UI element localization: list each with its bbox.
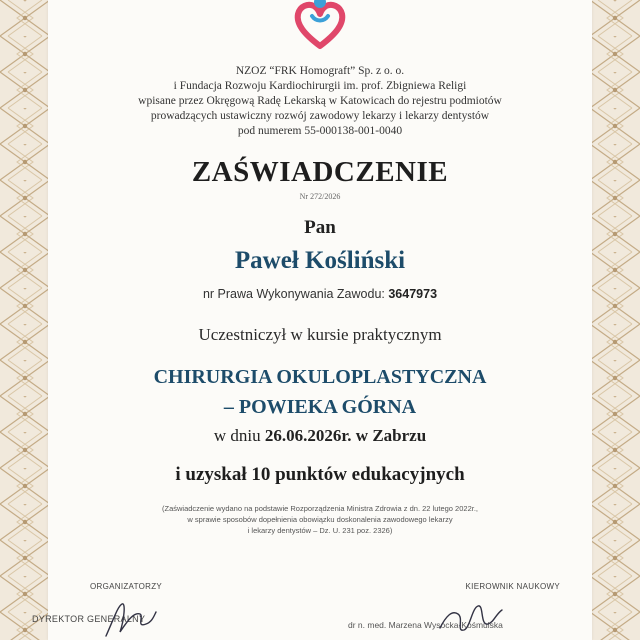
legal-line: w sprawie sposobów dopełnienia obowiązku doskonalenia zawodowego lekarzy [187, 515, 453, 524]
date-prefix: w dniu [213, 426, 261, 445]
issuer-line: wpisane przez Okręgową Radę Lekarską w Katowicach do rejestru podmiotów [138, 95, 502, 107]
education-points: i uzyskał 10 punktów edukacyjnych [175, 464, 465, 485]
director-signature [100, 598, 160, 640]
certificate-paper [48, 0, 592, 640]
course-date [48, 426, 592, 446]
decorative-border-right [590, 0, 640, 640]
issuer-line: pod numerem 55-000138-001-0040 [237, 125, 403, 137]
certificate-number: Nr 272/2026 [299, 192, 341, 201]
course-intro: Uczestniczył w kursie praktycznym [198, 325, 442, 344]
date-value: 26.06.2026r. w Zabrzu [264, 426, 427, 445]
issuer-line: i Fundacja Rozwoju Kardiochirurgii im. prof. Zbigniewa Religi [173, 80, 467, 92]
licence-number [48, 287, 592, 301]
director-label: DYREKTOR GENERALNY [32, 614, 146, 624]
licence-label: nr Prawa Wykonywania Zawodu: [202, 287, 385, 301]
recipient-name: Paweł Kośliński [234, 247, 406, 274]
heart-logo-icon [290, 0, 350, 54]
course-line: – POWIEKA GÓRNA [223, 396, 417, 418]
salutation: Pan [304, 217, 336, 238]
issuer-block [48, 64, 592, 139]
scientific-head-label: KIEROWNIK NAUKOWY [465, 582, 560, 591]
course-line: CHIRURGIA OKULOPLASTYCZNA [153, 366, 487, 388]
legal-line: (Zaświadczenie wydano na podstawie Rozporządzenia Ministra Zdrowia z dn. 22 lutego 2022r., [161, 504, 478, 513]
legal-basis [48, 503, 592, 536]
decorative-border-left [0, 0, 50, 640]
issuer-line: prowadzących ustawiczny rozwój zawodowy lekarzy i lekarzy dentystów [150, 110, 490, 122]
issuer-line: NZOZ “FRK Homograft” Sp. z o. o. [235, 65, 405, 77]
course-name [48, 362, 592, 422]
scientific-head-signature [436, 598, 506, 640]
organizers-label: ORGANIZATORZY [90, 582, 163, 591]
scientific-head-name: dr n. med. Marzena Wysocka-Kośmulska [348, 620, 503, 630]
licence-value: 3647973 [388, 287, 438, 301]
legal-line: i lekarzy dentystów – Dz. U. 231 poz. 2326) [247, 526, 393, 535]
certificate-title: ZAŚWIADCZENIE [191, 156, 449, 188]
